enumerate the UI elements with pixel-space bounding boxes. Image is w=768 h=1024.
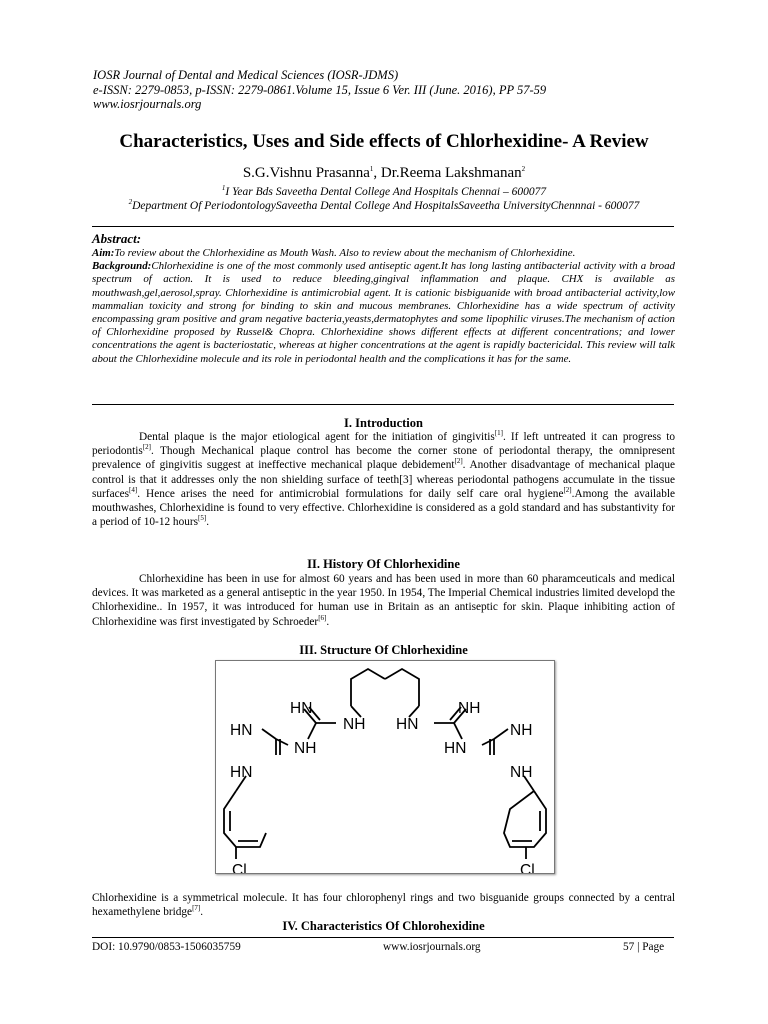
author-sup: 2 <box>521 165 526 173</box>
author-name: S.G.Vishnu Prasanna <box>242 165 370 181</box>
divider <box>92 404 674 405</box>
section-paragraph: Dental plaque is the major etiological agent for the initiation of gingivitis[1]. If left untreated it can progress to periodontis[2]. Though Mechanical plaque control has become the corner stone of periodontal therapy, the omnipresent prevalence of gingivitis suggest at ineffective mechanical plaque debidement[2]. Another disadvantage of mechanical plaque control is that it addresses only the non shielding surface of teeth[3] whereas periodontal pathogens accumulate in the tissue surfaces[4]. Hence arises the need for antimicrobial formulations for daily self care oral hygiene[2].Among the available mouthwashes, Chlorhexidine is found to very effective. Chlorhexidine is considered as a gold standard and has substantivity for a period of 10-12 hours[5]. <box>92 429 675 529</box>
aim-label: Aim: <box>92 247 115 259</box>
aim-text: To review about the Chlorhexidine as Mouth Wash. Also to review about the mechanism of Chlorhexidine. <box>114 247 576 259</box>
journal-header <box>93 68 693 112</box>
nh-label: NH <box>510 764 533 781</box>
section-heading: II. History Of Chlorhexidine <box>307 557 460 571</box>
nh-label: NH <box>294 740 317 757</box>
nh-label: NH <box>343 716 366 733</box>
cl-label: Cl <box>232 862 247 873</box>
paper-title: Characteristics, Uses and Side effects of Chlorhexidine- A Review <box>119 131 649 152</box>
hn-label: HN <box>290 700 313 717</box>
affiliation-text: I Year Bds Saveetha Dental College And Hospitals Chennai – 600077 <box>225 186 547 198</box>
affiliation <box>60 200 708 212</box>
section-heading: I. Introduction <box>344 416 423 430</box>
divider <box>92 226 674 227</box>
chlorine-labels <box>232 862 535 873</box>
section-heading: III. Structure Of Chlorhexidine <box>299 643 468 657</box>
author-sup: 1 <box>369 165 374 173</box>
journal-issn: e-ISSN: 2279-0853, p-ISSN: 2279-0861.Volume 15, Issue 6 Ver. III (June. 2016), PP 57-59 <box>93 82 547 97</box>
background-label: Background: <box>92 260 152 273</box>
section-paragraph: Chlorhexidine has been in use for almost 60 years and has been used in more than 60 pharamceuticals and medical devices. It was marketed as a general antiseptic in the year 1950. In 1954, The Imperial Chemical industries limited developd the Chlorhexidine.. In 1957, it was introduced for human use in Britain as an antiseptic for skin. Plaque inhibiting action of Chlorhexidine was first investigated by Schroeder[6]. <box>92 573 675 628</box>
chlorhexidine-structure-figure <box>215 660 555 874</box>
background-text: Chlorhexidine is one of the most commonly used antiseptic agent.It has long lasting antibacterial activity with a broad spectrum of action. It is used to reduce bleeding,gingival inflammation and plaque. CHX is available as mouthwash,gel,aerosol,spray. Chlorhexidine is antimicrobial agent. It is cationic bisbiguanide with broad antibacterial activity,low mammalian toxicity and strong for binding to skin and mucous membranes. Chlorhexidine has a wide spectrum of activity encompassing gram positive and gram negative bacteria,yeasts,dermatophytes and some lipophilic viruses.The mechanism of action of Chlorhexidine proposed by Russel& Chopra. Chlorhexidine shows different effects at different concentrations; and lower concentrations the agent is bacteriostatic, whereas at higher concentrations at the agent is rapidly bactericidal. This review will talk about the Chlorhexidine molecule and its role in periodontal health and the complications it has for the same. <box>92 260 675 365</box>
affiliation-sup: 1 <box>221 184 226 193</box>
abstract-body <box>92 247 675 366</box>
hn-label: HN <box>444 740 467 757</box>
author-name: Dr.Reema Lakshmanan <box>380 165 522 181</box>
hn-label: HN <box>230 722 253 739</box>
journal-url: www.iosrjournals.org <box>93 97 202 111</box>
abstract-heading: Abstract: <box>92 231 142 246</box>
footer-site: www.iosrjournals.org <box>383 941 481 953</box>
journal-name: IOSR Journal of Dental and Medical Sciences (IOSR-JDMS) <box>93 68 399 82</box>
footer-doi: DOI: 10.9790/0853-1506035759 <box>92 941 241 953</box>
affiliation-sup: 2 <box>128 198 133 207</box>
footer-divider <box>92 937 674 938</box>
nh-label: NH <box>510 722 533 739</box>
affiliation <box>60 186 708 198</box>
affiliation-text: Department Of PeriodontologySaveetha Dental College And HospitalsSaveetha UniversityChennnai - 600077 <box>132 200 640 212</box>
cl-label: Cl <box>520 862 535 873</box>
figure-caption: Chlorhexidine is a symmetrical molecule. It has four chlorophenyl rings and two bisguanide groups connected by a central hexamethylene bridge[7]. <box>92 892 675 919</box>
chemical-structure-diagram <box>216 661 554 873</box>
footer-page: 57 | Page <box>623 941 665 953</box>
hn-label: HN <box>230 764 253 781</box>
hn-label: HN <box>396 716 419 733</box>
author-list: S.G.Vishnu Prasanna$^1$, Dr.Reema Lakshmanan$^2$ <box>242 165 526 181</box>
section-heading: IV. Characteristics Of Chlorohexidine <box>282 919 485 933</box>
nh-label: NH <box>458 700 481 717</box>
